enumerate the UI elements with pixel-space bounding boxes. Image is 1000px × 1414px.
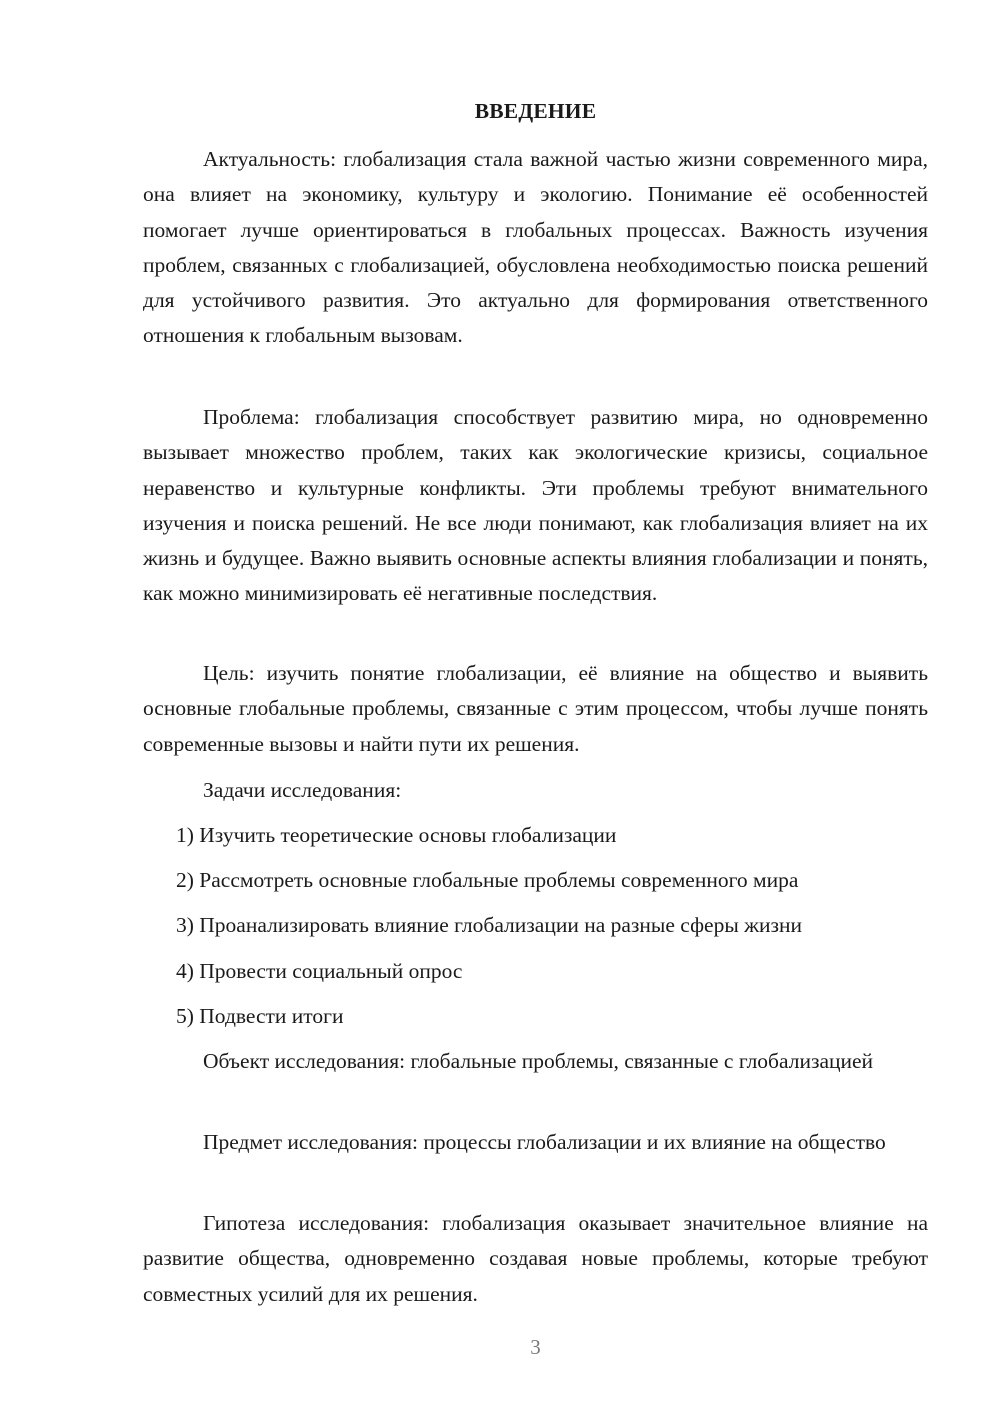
hypothesis-paragraph: Гипотеза исследования: глобализация оказывает значительное влияние на развитие общества, одновременно создавая новые проблемы, которые требуют совместных усилий для их решения.: [143, 1211, 928, 1306]
task-item: 1) Изучить теоретические основы глобализации: [176, 823, 617, 847]
object-paragraph: Объект исследования: глобальные проблемы, связанные с глобализацией: [203, 1049, 874, 1073]
page-number: 3: [530, 1335, 541, 1359]
task-item: 3) Проанализировать влияние глобализации на разные сферы жизни: [176, 913, 803, 937]
problem-paragraph: Проблема: глобализация способствует развитию мира, но одновременно вызывает множество проблем, таких как экологические кризисы, социальное неравенство и культурные конфликты. Эти проблемы требуют внимательного изучения и поиска решений. Не все люди понимают, как глобализация влияет на их жизнь и будущее. Важно выявить основные аспекты влияния глобализации и понять, как можно минимизировать её негативные последствия.: [143, 405, 928, 606]
task-item: 5) Подвести итоги: [176, 1004, 344, 1028]
page-title: ВВЕДЕНИЕ: [474, 99, 597, 123]
tasks-heading: Задачи исследования:: [203, 778, 402, 802]
task-item: 4) Провести социальный опрос: [176, 959, 463, 983]
goal-paragraph: Цель: изучить понятие глобализации, её влияние на общество и выявить основные глобальные проблемы, связанные с этим процессом, чтобы лучше понять современные вызовы и найти пути их решения.: [143, 661, 928, 756]
subject-paragraph: Предмет исследования: процессы глобализации и их влияние на общество: [203, 1130, 886, 1154]
relevance-paragraph: Актуальность: глобализация стала важной частью жизни современного мира, она влияет на экономику, культуру и экологию. Понимание её особенностей помогает лучше ориентироваться в глобальных процессах. Важность изучения проблем, связанных с глобализацией, обусловлена необходимостью поиска решений для устойчивого развития. Это актуально для формирования ответственного отношения к глобальным вызовам.: [143, 147, 928, 348]
task-item: 2) Рассмотреть основные глобальные проблемы современного мира: [176, 868, 799, 892]
document-page: [143, 0, 928, 1414]
